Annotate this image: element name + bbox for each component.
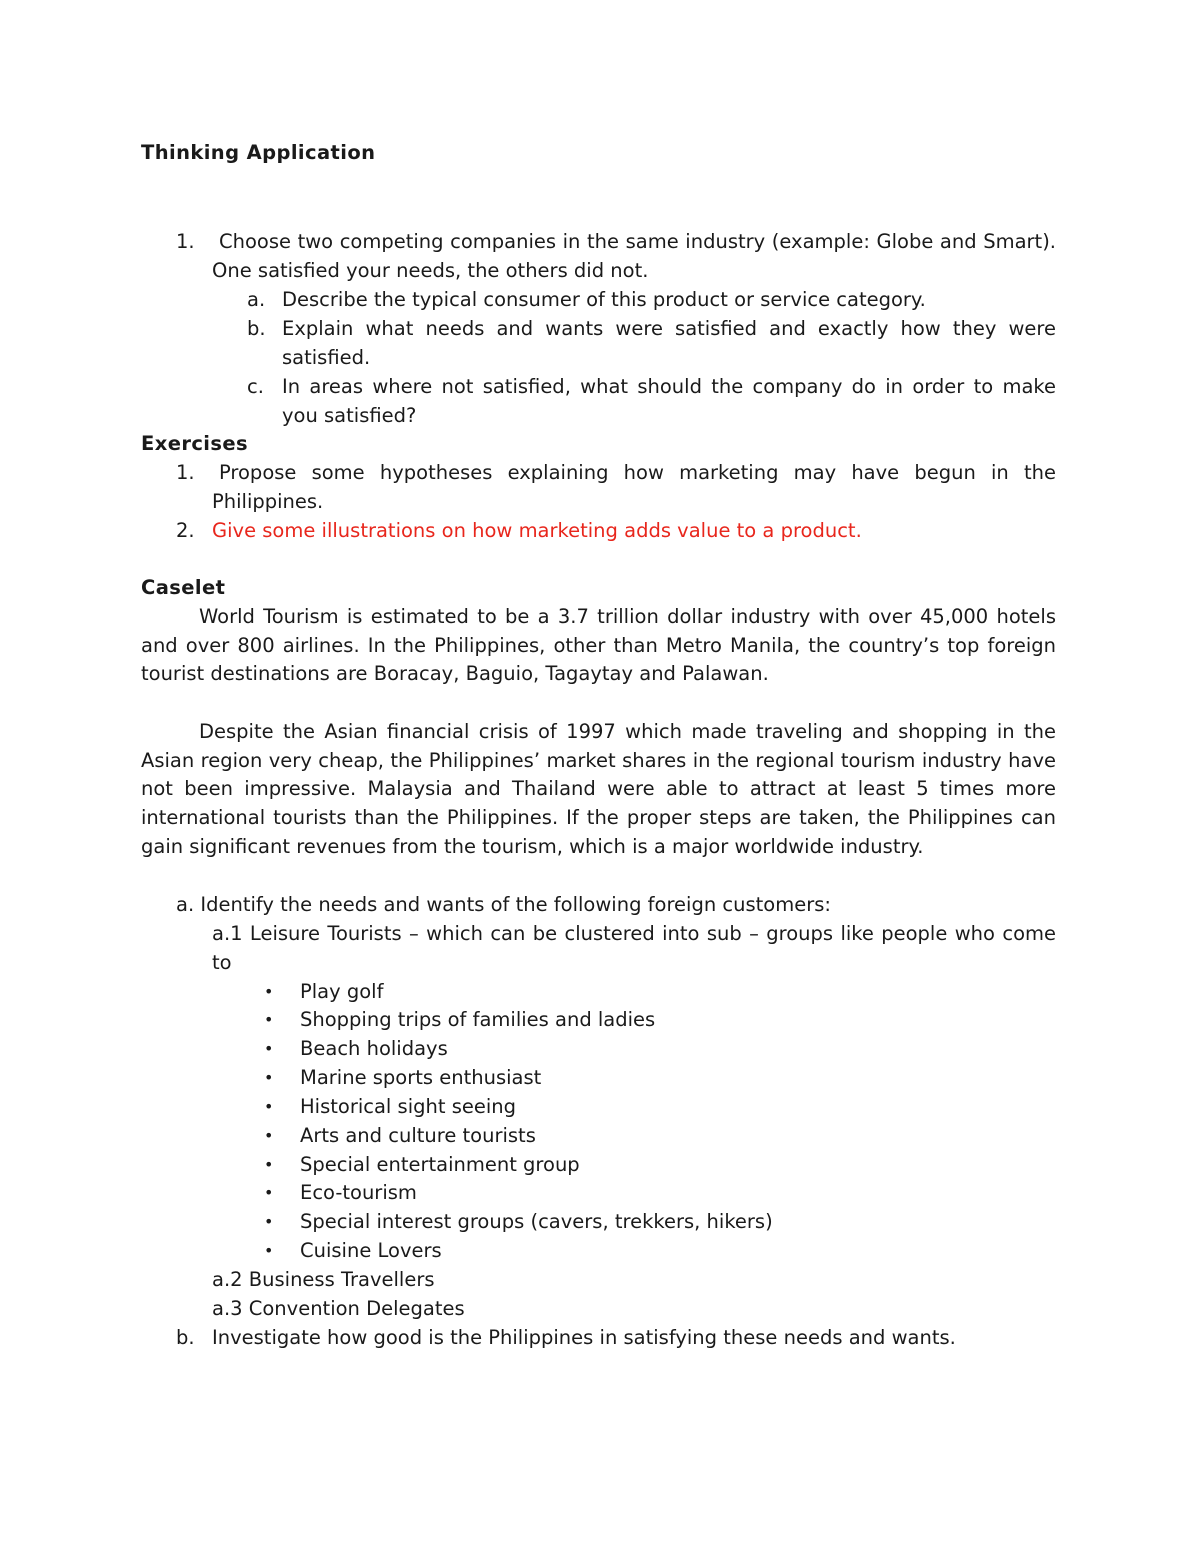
list-number: 2. [176,519,195,542]
bullet-item: Arts and culture tourists [300,1124,536,1147]
bullet-item: Historical sight seeing [300,1095,517,1118]
bullet-item: Eco-tourism [300,1181,417,1204]
bullet-icon: • [264,1068,274,1087]
bullet-item: Beach holidays [300,1037,448,1060]
sub-list-label: c. [247,375,264,398]
highlighted-list-item: Give some illustrations on how marketing adds value to a product. [212,519,862,542]
section-heading-exercises: Exercises [141,432,249,455]
bullet-icon: • [264,1212,274,1231]
bullet-item: Play golf [300,980,384,1003]
list-number: 1. [176,461,195,484]
list-item: Propose some hypotheses explaining how marketing may have begun in the Philippines. [212,461,1056,513]
paragraph: Despite the Asian financial crisis of 1997 which made traveling and shopping in the Asian region very cheap, the Philippines’ market shares in the regional tourism industry have not been impressive. Malaysia and Thailand were able to attract at least 5 times more international tourists than the Philippines. If the proper steps are taken, the Philippines can gain significant revenues from the tourism, which is a major worldwide industry. [141,720,1056,858]
list-item: a. Identify the needs and wants of the following foreign customers: [176,893,831,916]
sub-list-label: a. [247,288,266,311]
bullet-icon: • [264,1183,274,1202]
sub-list-item: a.2 Business Travellers [212,1268,435,1291]
sub-list-item: a.1 Leisure Tourists – which can be clustered into sub – groups like people who come to [212,922,1056,974]
bullet-item: Special interest groups (cavers, trekkers, hikers) [300,1210,773,1233]
section-heading-thinking-application: Thinking Application [141,141,376,164]
bullet-icon: • [264,1241,274,1260]
bullet-icon: • [264,1010,274,1029]
sub-list-label: b. [247,317,266,340]
bullet-icon: • [264,1097,274,1116]
list-label: b. [176,1326,195,1349]
bullet-item: Marine sports enthusiast [300,1066,542,1089]
sub-list-item: Explain what needs and wants were satisfied and exactly how they were satisfied. [282,317,1056,369]
bullet-icon: • [264,1039,274,1058]
sub-list-item: In areas where not satisfied, what should the company do in order to make you satisfied? [282,375,1056,427]
bullet-icon: • [264,1126,274,1145]
bullet-item: Special entertainment group [300,1153,580,1176]
list-item: Investigate how good is the Philippines in satisfying these needs and wants. [212,1326,956,1349]
sub-list-item: Describe the typical consumer of this product or service category. [282,288,926,311]
list-item: Choose two competing companies in the same industry (example: Globe and Smart). One satisfied your needs, the others did not. [212,230,1056,282]
bullet-item: Cuisine Lovers [300,1239,442,1262]
bullet-icon: • [264,1155,274,1174]
section-heading-caselet: Caselet [141,576,226,599]
list-number: 1. [176,230,195,253]
bullet-item: Shopping trips of families and ladies [300,1008,656,1031]
paragraph: World Tourism is estimated to be a 3.7 trillion dollar industry with over 45,000 hotels and over 800 airlines. In the Philippines, other than Metro Manila, the country’s top foreign tourist destinations are Boracay, Baguio, Tagaytay and Palawan. [141,605,1056,686]
sub-list-item: a.3 Convention Delegates [212,1297,465,1320]
bullet-icon: • [264,982,274,1001]
